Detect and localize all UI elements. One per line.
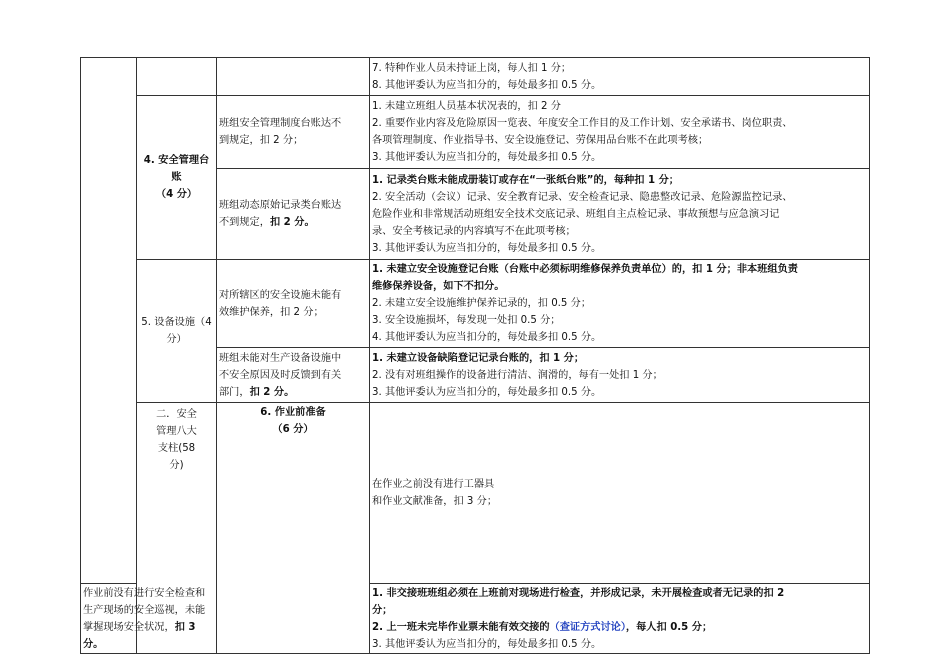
rule-line: 2. 未建立安全设施维护保养记录的，扣 0.5 分； — [372, 298, 592, 309]
rules-cell — [370, 58, 870, 96]
criteria-line: 和作业文献准备，扣 3 分； — [372, 496, 498, 507]
rule-line: 3. 其他评委认为应当扣分的，每处最多扣 0.5 分。 — [372, 386, 602, 398]
rules-cell — [370, 348, 870, 403]
table-row — [81, 260, 870, 348]
rules-cell — [370, 584, 870, 654]
rule-line: 1. 未建立设备缺陷登记记录台账的，扣 1 分； — [372, 352, 585, 364]
category-label: 管理八大 — [156, 426, 197, 437]
criteria-line: 班组未能对生产设备设施中 — [219, 352, 342, 364]
category-cell-empty — [81, 58, 137, 584]
item-label: 账 — [171, 172, 182, 183]
rule-line: 7. 特种作业人员未持证上岗，每人扣 1 分； — [372, 62, 572, 74]
item-label: 6. 作业前准备 — [260, 407, 326, 418]
rule-line: 录、安全考核记录的内容填写不在此项考核； — [372, 225, 576, 237]
criteria-line: 不安全原因及时反馈到有关 — [219, 369, 342, 381]
criteria-cell — [217, 96, 370, 169]
criteria-cell — [81, 584, 206, 654]
criteria-cell — [217, 169, 370, 260]
category-label: 二．安全 — [156, 409, 197, 420]
rule-line: 1. 未建立班组人员基本状况表的，扣 2 分 — [372, 101, 561, 112]
rule-line: 3. 安全设施损坏，每发现一处扣 0.5 分； — [372, 315, 561, 326]
criteria-line: 班组安全管理制度台账达不 — [219, 118, 342, 129]
rules-cell — [370, 169, 870, 260]
criteria-cell — [217, 260, 370, 348]
rule-line: 2. 上一班未完毕作业票未能有效交接的（查证方式讨论），每人扣 0.5 分； — [372, 621, 713, 633]
rule-line: 各项管理制度、作业指导书、安全设施登记、劳保用品台账不在此项考核； — [372, 135, 709, 146]
criteria-line: 掌握现场安全状况，扣 3 — [83, 621, 196, 633]
item-cell-pre-work-prep — [217, 403, 370, 654]
criteria-line: 效维护保养，扣 2 分； — [219, 306, 324, 318]
rule-line: 8. 其他评委认为应当扣分的，每处最多扣 0.5 分。 — [372, 79, 602, 91]
item-label: 4. 安全管理台 — [143, 155, 210, 166]
criteria-line: 对所辖区的安全设施未能有 — [219, 289, 342, 301]
table-row — [81, 58, 870, 96]
rule-line: 分； — [372, 604, 393, 616]
rule-line: 2. 没有对班组操作的设备进行清洁、润滑的，每有一处扣 1 分； — [372, 369, 663, 381]
item-label: 5. 设备设施（4 — [141, 317, 212, 328]
rule-line: 危险作业和非常规活动班组安全技术交底记录、班组自主点检记录、事故预想与应急演习记 — [372, 208, 780, 220]
criteria-line: 不到规定，扣 2 分。 — [219, 217, 315, 228]
criteria-line: 到规定，扣 2 分； — [219, 135, 304, 146]
criteria-line: 分。 — [83, 638, 104, 650]
table-row — [81, 403, 870, 584]
criteria-cell-empty — [217, 58, 370, 96]
criteria-cell — [217, 348, 370, 403]
item-cell-equipment — [137, 260, 217, 403]
rule-line: 3. 其他评委认为应当扣分的，每处最多扣 0.5 分。 — [372, 242, 602, 254]
item-points: （6 分） — [272, 424, 314, 435]
criteria-line: 作业前没有进行安全检查和 — [83, 587, 206, 599]
criteria-line: 班组动态原始记录类台账达 — [219, 200, 342, 211]
rule-line: 维修保养设备，如下不扣分。 — [372, 281, 505, 292]
verification-link[interactable]: （查证方式讨论） — [549, 621, 626, 633]
rule-line: 1. 记录类台账未能成册装订或存在“一张纸台账”的，每种扣 1 分； — [372, 174, 679, 186]
criteria-cell — [370, 403, 870, 584]
criteria-line: 部门，扣 2 分。 — [219, 386, 295, 398]
rule-line: 3. 其他评委认为应当扣分的，每处最多扣 0.5 分。 — [372, 152, 602, 163]
rule-line: 1. 未建立安全设施登记台账（台账中必须标明维修保养负责单位）的，扣 1 分；非本班组负责 — [372, 264, 798, 275]
item-cell-empty — [137, 58, 217, 96]
criteria-line: 在作业之前没有进行工器具 — [372, 479, 495, 490]
category-label: 分) — [169, 460, 184, 471]
criteria-line: 生产现场的安全巡视，未能 — [83, 604, 206, 616]
scoring-table — [80, 57, 870, 654]
rules-cell — [370, 260, 870, 348]
rule-line: 2. 重要作业内容及危险原因一览表、年度安全工作目的及工作计划、安全承诺书、岗位职责、 — [372, 118, 793, 129]
rules-cell — [370, 96, 870, 169]
category-label: 支柱(58 — [157, 443, 196, 454]
item-points: （4 分） — [155, 189, 198, 200]
table-row — [81, 96, 870, 169]
rule-line: 2. 安全活动（会议）记录、安全教育记录、安全检查记录、隐患整改记录、危险源监控记录、 — [372, 191, 793, 203]
rule-line: 4. 其他评委认为应当扣分的，每处最多扣 0.5 分。 — [372, 332, 602, 343]
item-points: 分） — [166, 334, 187, 345]
rule-line: 1. 非交接班班组必须在上班前对现场进行检查，并形成记录，未开展检查或者无记录的扣 2 — [372, 587, 785, 599]
rule-line: 3. 其他评委认为应当扣分的，每处最多扣 0.5 分。 — [372, 638, 602, 650]
item-cell-safety-ledger — [137, 96, 217, 260]
